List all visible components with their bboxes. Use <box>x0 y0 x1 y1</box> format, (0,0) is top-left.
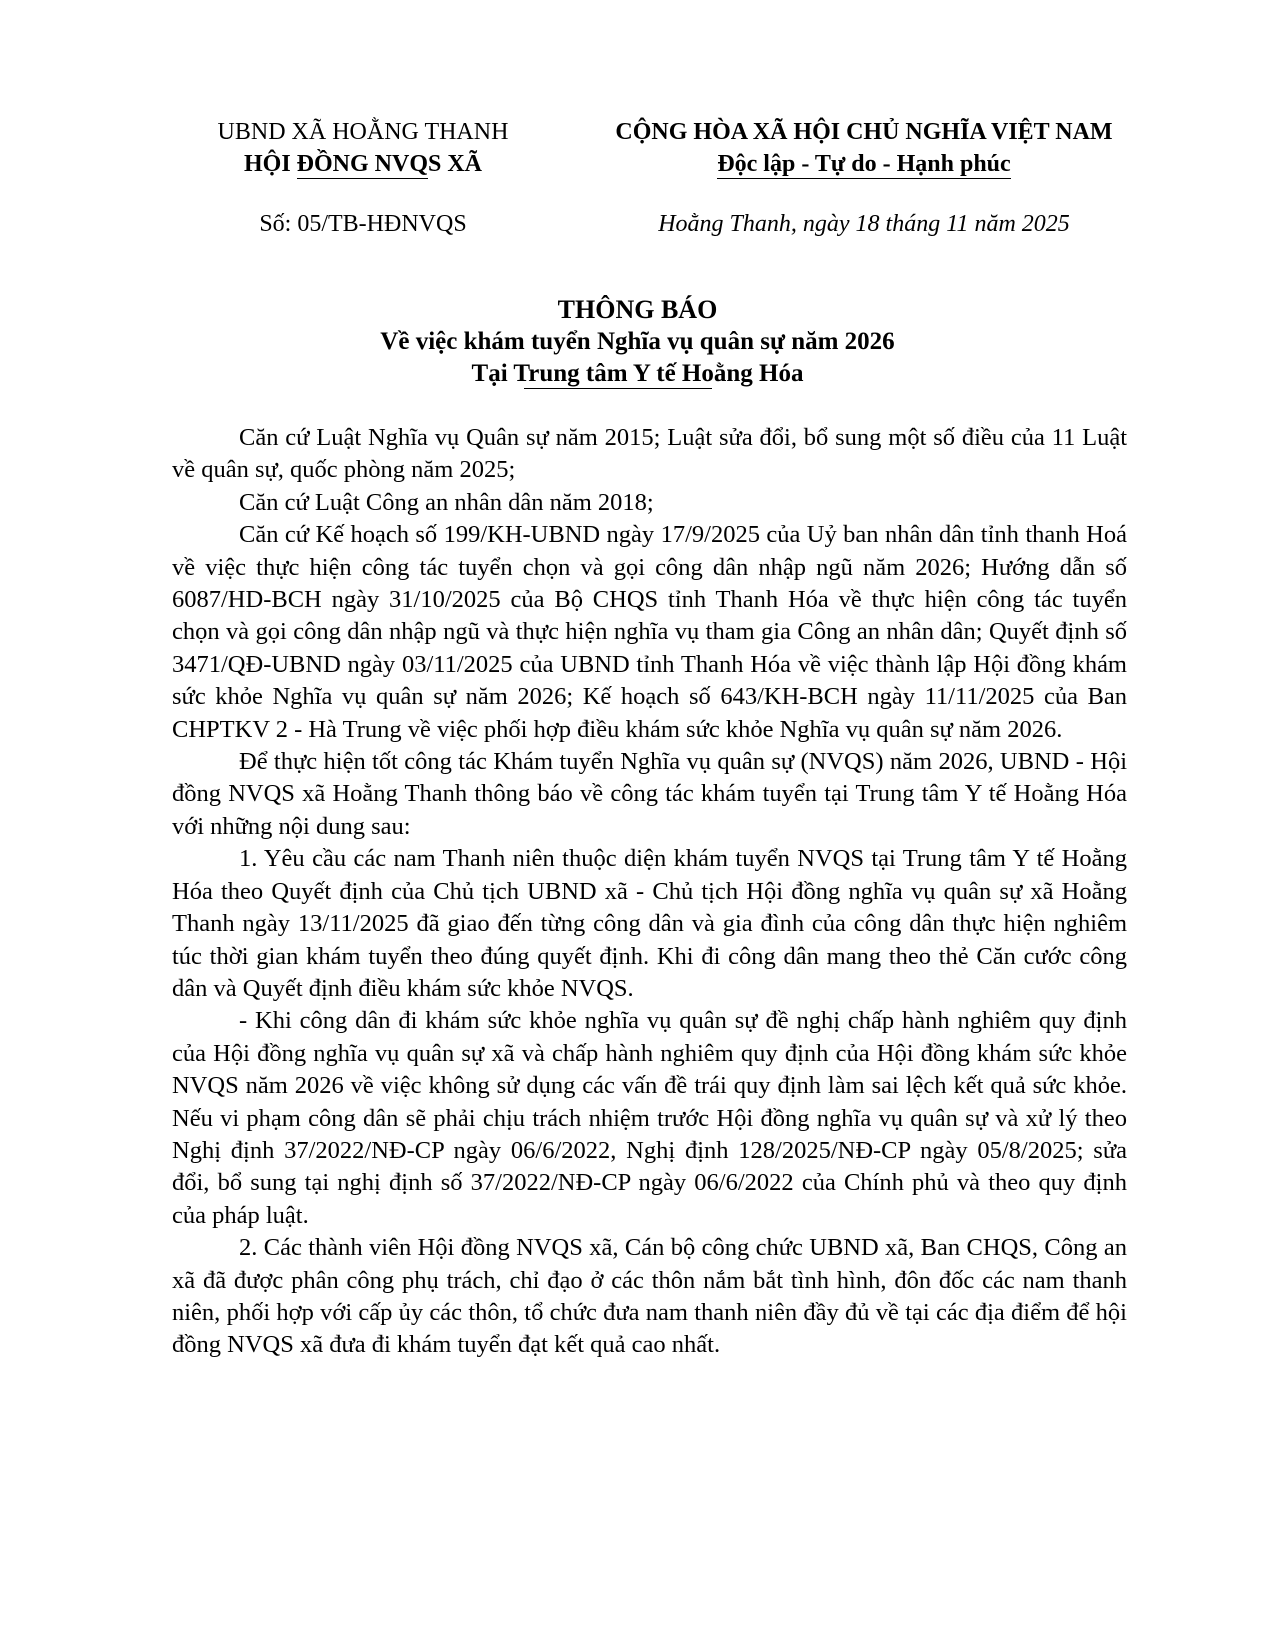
agency-name: UBND XÃ HOẰNG THANH <box>217 119 509 145</box>
national-motto <box>566 116 1162 180</box>
title-location: Tại Trung tâm Y tế Hoằng Hóa <box>472 358 804 390</box>
document-title <box>0 294 1275 390</box>
paragraph: Để thực hiện tốt công tác Khám tuyển Nghĩa vụ quân sự (NVQS) năm 2026, UBND - Hội đồng NVQS xã Hoằng Thanh thông báo về công tác khám tuyển tại Trung tâm Y tế Hoằng Hóa với những nội dung sau: <box>172 748 1127 840</box>
paragraph: Căn cứ Luật Công an nhân dân năm 2018; <box>239 488 654 516</box>
motto: Độc lập - Tự do - Hạnh phúc <box>717 148 1010 180</box>
paragraph: Căn cứ Kế hoạch số 199/KH-UBND ngày 17/9/2025 của Uỷ ban nhân dân tỉnh thanh Hoá về việc thực hiện công tác tuyển chọn và gọi công dân nhập ngũ năm 2026; Hướng dẫn số 6087/HD-BCH ngày 31/10/2025 của Bộ CHQS tỉnh Thanh Hóa về thực hiện công tác tuyển chọn và gọi công dân nhập ngũ và thực hiện nghĩa vụ tham gia Công an nhân dân; Quyết định số 3471/QĐ-UBND ngày 03/11/2025 của UBND tỉnh Thanh Hóa về việc thành lập Hội đồng khám sức khỏe Nghĩa vụ quân sự năm 2026; Kế hoạch số 643/KH-BCH ngày 11/11/2025 của Ban CHPTKV 2 - Hà Trung về việc phối hợp điều khám sức khỏe Nghĩa vụ quân sự năm 2026. <box>172 521 1127 743</box>
paragraph: 2. Các thành viên Hội đồng NVQS xã, Cán bộ công chức UBND xã, Ban CHQS, Công an xã đã được phân công phụ trách, chỉ đạo ở các thôn nắm bắt tình hình, đôn đốc các nam thanh niên, phối hợp với cấp ủy các thôn, tổ chức đưa nam thanh niên đầy đủ về tại các địa điểm để hội đồng NVQS xã đưa đi khám tuyển đạt kết quả cao nhất. <box>172 1234 1127 1359</box>
document-number: Số: 05/TB-HĐNVQS <box>259 211 467 237</box>
title-subject: Về việc khám tuyển Nghĩa vụ quân sự năm 2026 <box>380 328 895 355</box>
country-name: CỘNG HÒA XÃ HỘI CHỦ NGHĨA VIỆT NAM <box>615 119 1113 145</box>
paragraph: 1. Yêu cầu các nam Thanh niên thuộc diện khám tuyển NVQS tại Trung tâm Y tế Hoằng Hóa theo Quyết định của Chủ tịch UBND xã - Chủ tịch Hội đồng nghĩa vụ quân sự xã Hoằng Thanh ngày 13/11/2025 đã giao đến từng công dân và gia đình của công dân thực hiện nghiêm túc thời gian khám tuyển theo đúng quyết định. Khi đi công dân mang theo thẻ Căn cước công dân và Quyết định điều khám sức khỏe NVQS. <box>172 845 1127 1002</box>
paragraph: - Khi công dân đi khám sức khỏe nghĩa vụ quân sự đề nghị chấp hành nghiêm quy định của Hội đồng nghĩa vụ quân sự xã và chấp hành nghiêm quy định của Hội đồng khám sức khỏe NVQS năm 2026 về việc không sử dụng các vấn đề trái quy định làm sai lệch kết quả sức khỏe. Nếu vi phạm công dân sẽ phải chịu trách nhiệm trước Hội đồng nghĩa vụ quân sự và xử lý theo Nghị định 37/2022/NĐ-CP ngày 06/6/2022, Nghị định 128/2025/NĐ-CP ngày 05/8/2025; sửa đổi, bổ sung tại nghị định số 37/2022/NĐ-CP ngày 06/6/2022 của Chính phủ và theo quy định của pháp luật. <box>172 1007 1127 1229</box>
place-date: Hoằng Thanh, ngày 18 tháng 11 năm 2025 <box>658 211 1070 237</box>
paragraph: Căn cứ Luật Nghĩa vụ Quân sự năm 2015; Luật sửa đổi, bổ sung một số điều của 11 Luật về quân sự, quốc phòng năm 2025; <box>172 424 1127 484</box>
issuing-agency <box>178 116 548 180</box>
title-main: THÔNG BÁO <box>557 295 718 324</box>
document-body <box>172 422 1127 1362</box>
council-name: HỘI ĐỒNG NVQS XÃ <box>244 148 482 180</box>
